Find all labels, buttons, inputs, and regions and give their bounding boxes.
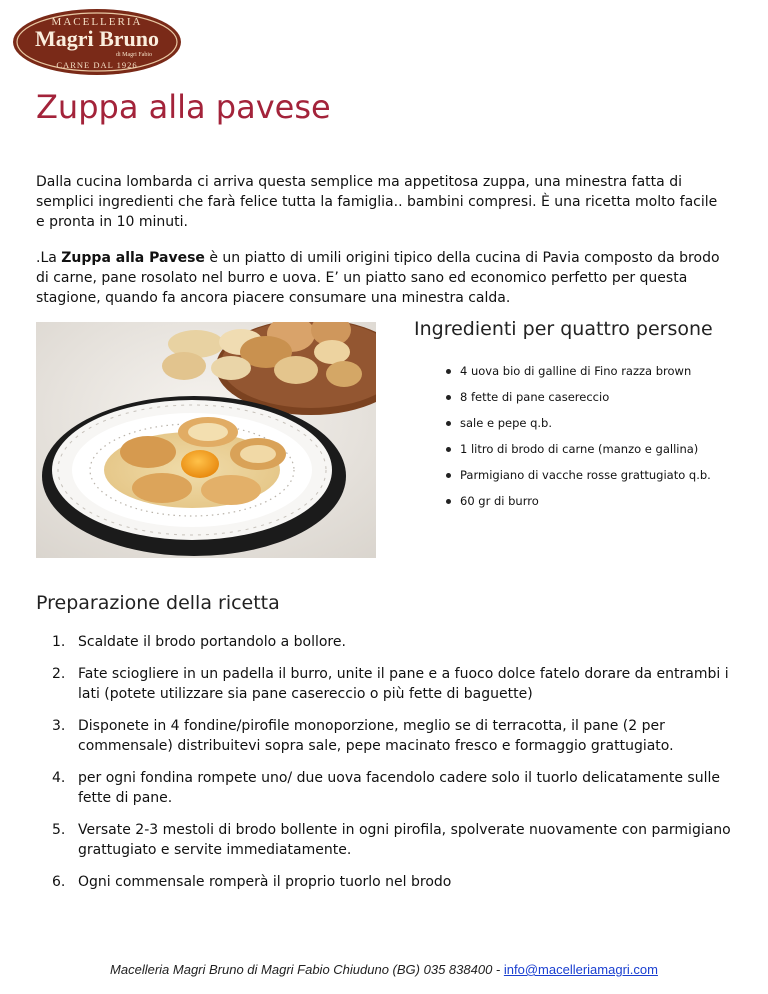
step-text: Versate 2-3 mestoli di brodo bollente in ogni pirofila, spolverate nuovamente con parmigiano grattugiato e servite immediatamente. xyxy=(78,822,731,858)
step-text: Ogni commensale romperà il proprio tuorlo nel brodo xyxy=(78,874,452,890)
step-number: 1. xyxy=(52,634,66,650)
step-item xyxy=(36,716,736,756)
footer-phone: 035 838400 - xyxy=(423,962,501,977)
logo-name: Magri Bruno xyxy=(34,26,160,51)
recipe-title: Zuppa alla pavese xyxy=(36,88,331,126)
dish-name-bold: Zuppa alla Pavese xyxy=(61,250,205,266)
step-number: 5. xyxy=(52,822,66,838)
ingredient-item: sale e pepe q.b. xyxy=(446,412,726,434)
step-number: 2. xyxy=(52,666,66,682)
step-item xyxy=(36,768,736,808)
logo-top-text: MACELLERIA xyxy=(51,16,143,28)
page-footer xyxy=(0,962,768,977)
step-text: Disponete in 4 fondine/pirofile monoporzione, meglio se di terracotta, il pane (2 per commensale) distribuitevi sopra sale, pepe macinato fresco e formaggio grattugiato. xyxy=(78,718,674,754)
intro-paragraph: Dalla cucina lombarda ci arriva questa semplice ma appetitosa zuppa, una minestra fatta di semplici ingredienti che farà felice tutta la famiglia.. bambini compresi. È una ricetta molto facile e pronta in 10 minuti. xyxy=(36,174,718,230)
logo-owner: di Magri Fabio xyxy=(116,52,152,58)
step-number: 3. xyxy=(52,718,66,734)
step-number: 6. xyxy=(52,874,66,890)
ingredient-item: 1 litro di brodo di carne (manzo e gallina) xyxy=(446,438,726,460)
step-text: Fate sciogliere in un padella il burro, unite il pane e a fuoco dolce fatelo dorare da entrambi i lati (potete utilizzare sia pane casereccio o più fette di baguette) xyxy=(78,666,729,702)
ingredients-title: Ingredienti per quattro persone xyxy=(414,318,713,340)
footer-text: Macelleria Magri Bruno di Magri Fabio Chiuduno (BG) xyxy=(110,962,420,977)
step-number: 4. xyxy=(52,770,66,786)
step-text: Scaldate il brodo portandolo a bollore. xyxy=(78,634,346,650)
ingredient-item: 4 uova bio di galline di Fino razza brown xyxy=(446,360,726,382)
logo-bottom-text: CARNE DAL 1926 xyxy=(56,60,138,70)
preparation-steps xyxy=(36,632,736,904)
preparation-title: Preparazione della ricetta xyxy=(36,592,280,614)
step-item xyxy=(36,632,736,652)
soup-photo xyxy=(36,322,376,558)
ingredient-item: Parmigiano di vacche rosse grattugiato q.b. xyxy=(446,464,726,486)
description-lead: .La xyxy=(36,250,62,266)
description-rest: è un piatto di umili origini tipico della cucina di Pavia composto da brodo di carne, pane rosolato nel burro e uova. E’ un piatto sano ed economico perfetto per questa stagione, quando fa ancora piacere consumare una minestra calda. xyxy=(36,250,720,306)
step-item xyxy=(36,820,736,860)
ingredient-item: 8 fette di pane casereccio xyxy=(446,386,726,408)
step-text: per ogni fondina rompete uno/ due uova facendolo cadere solo il tuorlo delicatamente sulle fette di pane. xyxy=(78,770,720,806)
description-paragraph xyxy=(36,248,736,308)
footer-email-link[interactable]: info@macelleriamagri.com xyxy=(503,962,658,977)
step-item xyxy=(36,872,736,892)
ingredients-list xyxy=(446,360,726,516)
ingredient-item: 60 gr di burro xyxy=(446,490,726,512)
macelleria-logo xyxy=(12,8,182,76)
step-item xyxy=(36,664,736,704)
